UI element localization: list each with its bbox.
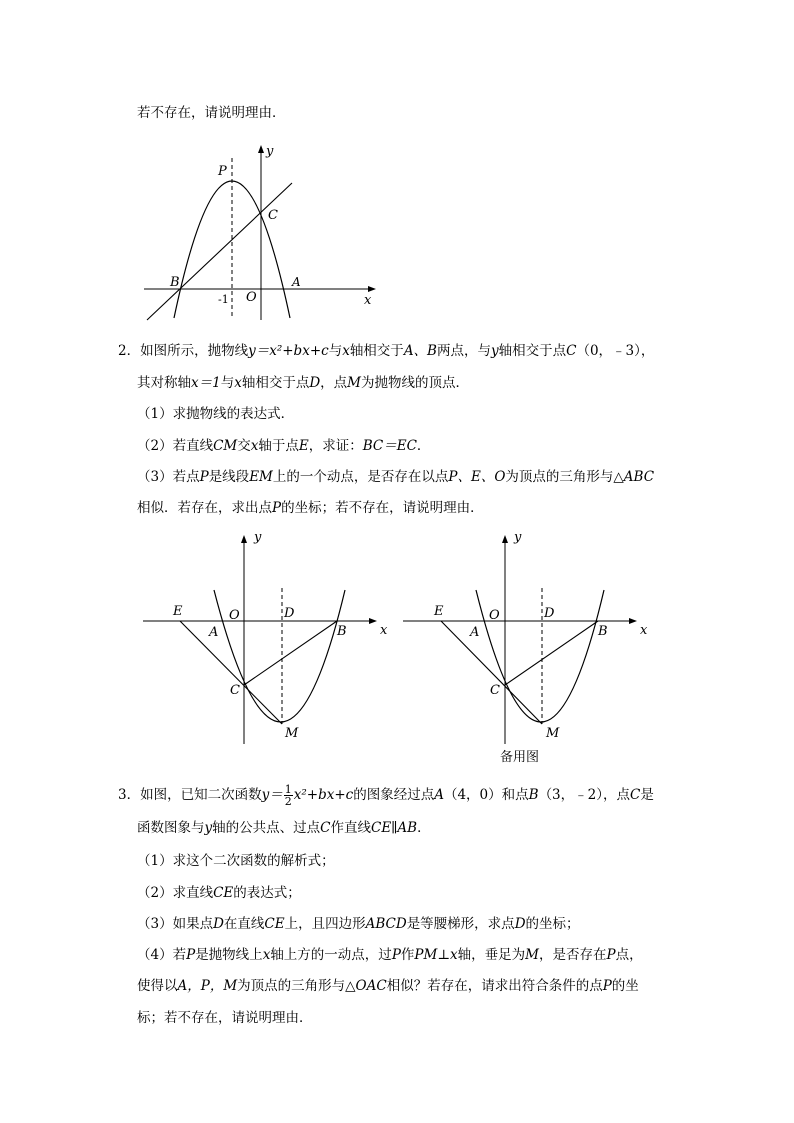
question-2-part-1: （1）求抛物线的表达式． xyxy=(137,406,295,422)
label-a: A xyxy=(292,275,301,289)
question-3-part-3: （3）如果点D在直线CE上，且四边形ABCD是等腰梯形，求点D的坐标； xyxy=(137,916,580,932)
question-3-line-2: 函数图象与y轴的公共点、过点C作直线CE∥AB． xyxy=(137,820,431,836)
label-m: M xyxy=(546,726,560,741)
line-bc xyxy=(244,621,337,685)
question-3-part-2: （2）求直线CE的表达式； xyxy=(137,885,301,901)
y-axis-arrow xyxy=(241,535,247,543)
question-3-part-4-cont: 使得以A，P，M为顶点的三角形与△OAC相似？若存在，请求出符合条件的点P的坐 xyxy=(137,978,639,994)
label-e: E xyxy=(173,604,183,619)
label-b: B xyxy=(337,624,347,639)
label-b: B xyxy=(170,275,180,290)
x-axis-arrow xyxy=(368,286,376,292)
label-neg1: -1 xyxy=(218,293,229,306)
label-b: B xyxy=(598,624,608,639)
label-a: A xyxy=(209,625,219,640)
label-e: E xyxy=(434,604,444,619)
line-em xyxy=(441,621,542,724)
label-c: C xyxy=(230,683,240,698)
line-bc xyxy=(505,621,598,685)
label-y: y xyxy=(254,530,262,545)
question-2-line-2: 其对称轴x＝1与x轴相交于点D，点M为抛物线的顶点． xyxy=(137,375,469,391)
label-x: x xyxy=(640,623,648,638)
label-d: D xyxy=(544,606,555,621)
label-y: y xyxy=(514,530,522,545)
continuation-text: 若不存在，请说明理由． xyxy=(137,105,286,121)
figure-2-left xyxy=(140,528,390,748)
x-axis-arrow xyxy=(629,618,637,624)
line-em xyxy=(180,621,282,724)
question-3-line-1: 3．如图，已知二次函数y＝ $\frac{1}{2}$ x²+bx+c的图象经过点A（4，0）和点B（3，﹣2），点C是 xyxy=(118,783,654,808)
label-p: P xyxy=(218,164,227,179)
label-o: O xyxy=(229,608,240,623)
question-3-part-4: （4）若P是抛物线上x轴上方的一动点，过P作PM⊥x轴，垂足为M，是否存在P点， xyxy=(137,947,643,963)
question-2-part-2: （2）若直线CM交x轴于点E，求证：BC＝EC． xyxy=(137,438,431,454)
x-axis-arrow xyxy=(369,618,377,624)
question-3-part-1: （1）求这个二次函数的解析式； xyxy=(137,853,335,869)
label-x: x xyxy=(380,623,388,638)
question-2-line-1: 2．如图所示，抛物线y＝x²+bx+c与x轴相交于A、B两点，与y轴相交于点C（0，﹣3）， xyxy=(118,343,655,359)
y-axis-arrow xyxy=(258,145,264,153)
spare-figure-caption: 备用图 xyxy=(500,750,540,765)
label-o: O xyxy=(489,608,500,623)
label-y: y xyxy=(266,144,274,159)
fraction-one-half: $\frac{1}{2}$ xyxy=(284,783,292,808)
question-2-part-3: （3）若点P是线段EM上的一个动点，是否存在以点P、E、O为顶点的三角形与△ABC xyxy=(137,469,655,485)
label-a: A xyxy=(470,625,480,640)
label-c: C xyxy=(490,683,500,698)
question-3-part-4-end: 标；若不存在，请说明理由． xyxy=(137,1010,313,1026)
question-2-part-3-cont: 相似．若存在，求出点P的坐标；若不存在，请说明理由． xyxy=(137,500,484,516)
figure-1-parabola xyxy=(138,138,383,323)
label-c: C xyxy=(268,208,278,223)
y-axis-arrow xyxy=(502,535,508,543)
label-x: x xyxy=(364,293,372,308)
label-m: M xyxy=(285,726,299,741)
label-o: O xyxy=(246,290,257,305)
label-d: D xyxy=(284,606,295,621)
figure-2-right xyxy=(400,522,655,767)
